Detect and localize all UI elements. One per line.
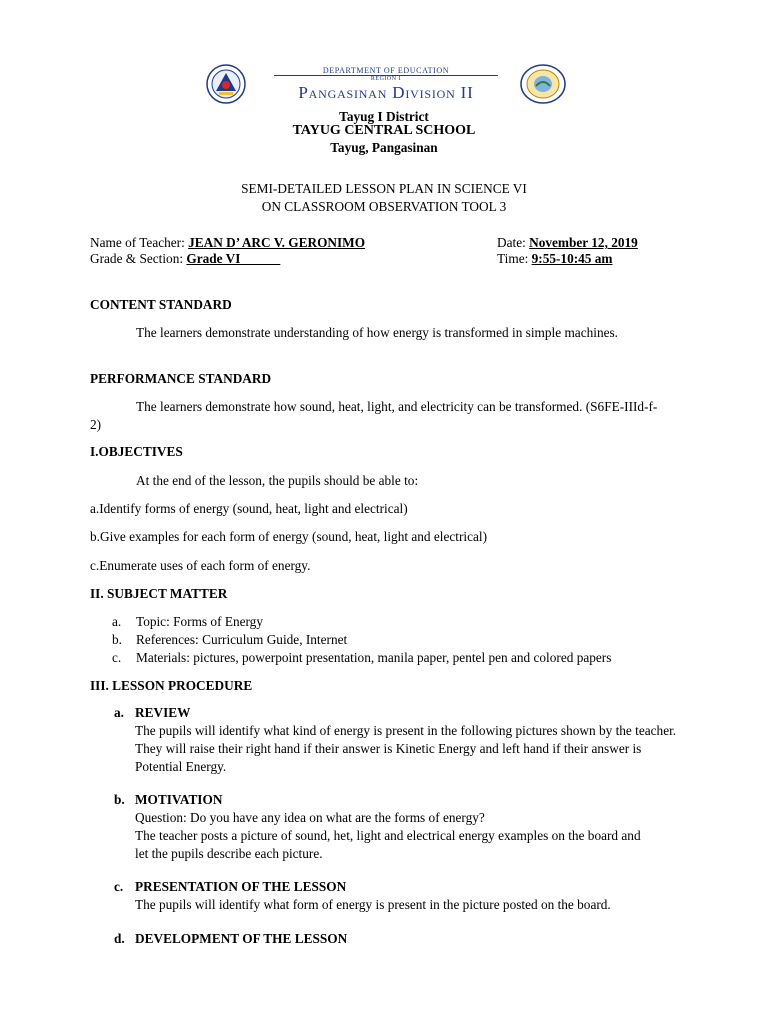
section-text: The pupils will identify what kind of energy is present in the following pictures shown by the teacher. They will raise their right hand if their answer is Kinetic Energy and left hand if their answer is Potential Energy. (135, 723, 677, 774)
time-field (497, 250, 613, 268)
performance-standard-heading: PERFORMANCE STANDARD (90, 371, 272, 386)
performance-standard-text: The learners demonstrate how sound, heat, light, and electricity can be transformed. (S6FE-IIId-f-2) (90, 399, 658, 432)
subject-matter-item (112, 613, 263, 631)
objective-item: c.Enumerate uses of each form of energy. (90, 558, 311, 573)
list-marker: c. (112, 650, 122, 665)
content-standard-heading: CONTENT STANDARD (90, 297, 232, 312)
section-text: The teacher posts a picture of sound, het, light and electrical energy examples on the board and let the pupils describe each picture. (135, 828, 641, 861)
teacher-label: Name of Teacher: (90, 235, 185, 250)
procedure-section-presentation (114, 878, 694, 914)
section-title: REVIEW (135, 705, 191, 720)
objective-item: b.Give examples for each form of energy (sound, heat, light and electrical) (90, 529, 488, 544)
list-text: Topic: Forms of Energy (136, 614, 263, 629)
procedure-section-review (114, 704, 694, 776)
school-district: Tayug I District (339, 109, 429, 124)
time-label: Time: (497, 251, 529, 266)
subject-matter-item (112, 649, 611, 667)
division-name: Pangasinan Division II (298, 83, 474, 102)
teacher-value: JEAN D’ ARC V. GERONIMO (188, 235, 366, 250)
date-value: November 12, 2019 (529, 235, 638, 250)
section-marker: d. (114, 931, 125, 946)
objectives-intro: At the end of the lesson, the pupils should be able to: (136, 473, 419, 488)
division-seal-icon (520, 64, 566, 104)
list-text: Materials: pictures, powerpoint presentation, manila paper, pentel pen and colored papers (136, 650, 612, 665)
list-marker: a. (112, 614, 122, 629)
list-marker: b. (112, 632, 122, 647)
section-marker: b. (114, 792, 125, 807)
school-name: TAYUG CENTRAL SCHOOL (292, 123, 476, 138)
objective-item: a.Identify forms of energy (sound, heat, light and electrical) (90, 501, 408, 516)
procedure-section-development (114, 930, 694, 948)
grade-value: Grade VI (186, 251, 281, 266)
section-title: PRESENTATION OF THE LESSON (135, 879, 347, 894)
subject-matter-heading: II. SUBJECT MATTER (90, 586, 228, 601)
school-location: Tayug, Pangasinan (330, 140, 438, 155)
date-label: Date: (497, 235, 526, 250)
document-title-line2: ON CLASSROOM OBSERVATION TOOL 3 (261, 199, 507, 214)
deped-seal-icon (206, 64, 246, 104)
subject-matter-item (112, 631, 347, 649)
section-title: MOTIVATION (135, 792, 223, 807)
section-marker: c. (114, 879, 124, 894)
section-text: The pupils will identify what form of energy is present in the picture posted on the board. (135, 897, 611, 912)
time-value: 9:55-10:45 am (531, 251, 613, 266)
objectives-heading: I.OBJECTIVES (90, 444, 183, 459)
procedure-section-motivation (114, 791, 694, 863)
section-text: Question: Do you have any idea on what are the forms of energy? (135, 810, 485, 825)
document-title-line1: SEMI-DETAILED LESSON PLAN IN SCIENCE VI (241, 181, 527, 196)
department-name: DEPARTMENT OF EDUCATION (274, 66, 498, 76)
section-title: DEVELOPMENT OF THE LESSON (135, 931, 348, 946)
section-marker: a. (114, 705, 124, 720)
letterhead (200, 62, 570, 106)
region-name: REGION I (370, 76, 402, 82)
lesson-procedure-heading: III. LESSON PROCEDURE (90, 678, 253, 693)
grade-field (90, 250, 280, 268)
list-text: References: Curriculum Guide, Internet (136, 632, 348, 647)
grade-label: Grade & Section: (90, 251, 184, 266)
letterhead-text (258, 62, 514, 103)
content-standard-text: The learners demonstrate understanding of how energy is transformed in simple machines. (136, 325, 618, 340)
